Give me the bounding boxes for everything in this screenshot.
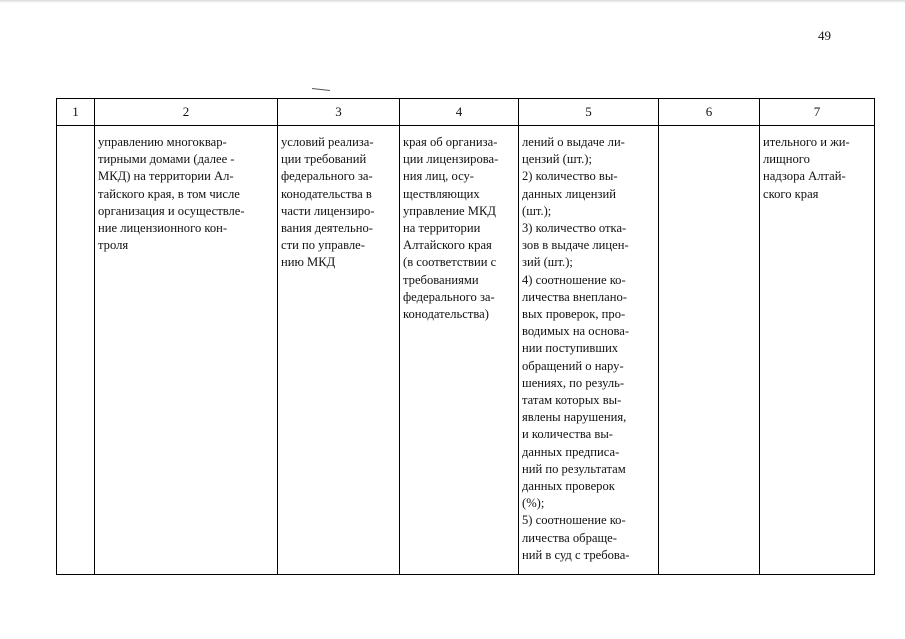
cell-col-3: условий реализа- ции требований федерального за- конодательства в части лицензиро- вания деятельно- сти по управле- нию МКД bbox=[278, 126, 400, 575]
column-number-3: 3 bbox=[278, 99, 400, 126]
table-header-row bbox=[57, 99, 875, 126]
column-number-6: 6 bbox=[659, 99, 760, 126]
cell-col-5: лений о выдаче ли- цензий (шт.); 2) количество вы- данных лицензий (шт.); 3) количество отка- зов в выдаче лицен- зий (шт.); 4) соотношение ко- личества внеплано- вых проверок, про- водимых на основа- нии поступивших обращений о нару- шениях, по резуль- татам которых вы- явлены нарушения, и количества вы- данных предписа- ний по результатам данных проверок (%); 5) соотношение ко- личества обраще- ний в суд с требова- bbox=[519, 126, 659, 575]
page-number: 49 bbox=[818, 28, 831, 43]
column-number-1: 1 bbox=[57, 99, 95, 126]
cell-col-4: края об организа- ции лицензирова- ния лиц, осу- ществляющих управление МКД на территории Алтайского края (в соответствии с требованиями федерального за- конодательства) bbox=[400, 126, 519, 575]
column-number-5: 5 bbox=[519, 99, 659, 126]
column-number-2: 2 bbox=[95, 99, 278, 126]
column-number-7: 7 bbox=[760, 99, 875, 126]
cell-col-7: ительного и жи- лищного надзора Алтай- ского края bbox=[760, 126, 875, 575]
cell-col-2: управлению многоквар- тирными домами (далее - МКД) на территории Ал- тайского края, в том числе организация и осуществле- ние лицензионного кон- троля bbox=[95, 126, 278, 575]
column-number-4: 4 bbox=[400, 99, 519, 126]
document-table bbox=[56, 98, 875, 575]
cell-col-6 bbox=[659, 126, 760, 575]
stray-pen-mark bbox=[312, 88, 330, 91]
cell-col-1 bbox=[57, 126, 95, 575]
scan-edge-shadow bbox=[0, 0, 905, 3]
table-row bbox=[57, 126, 875, 575]
